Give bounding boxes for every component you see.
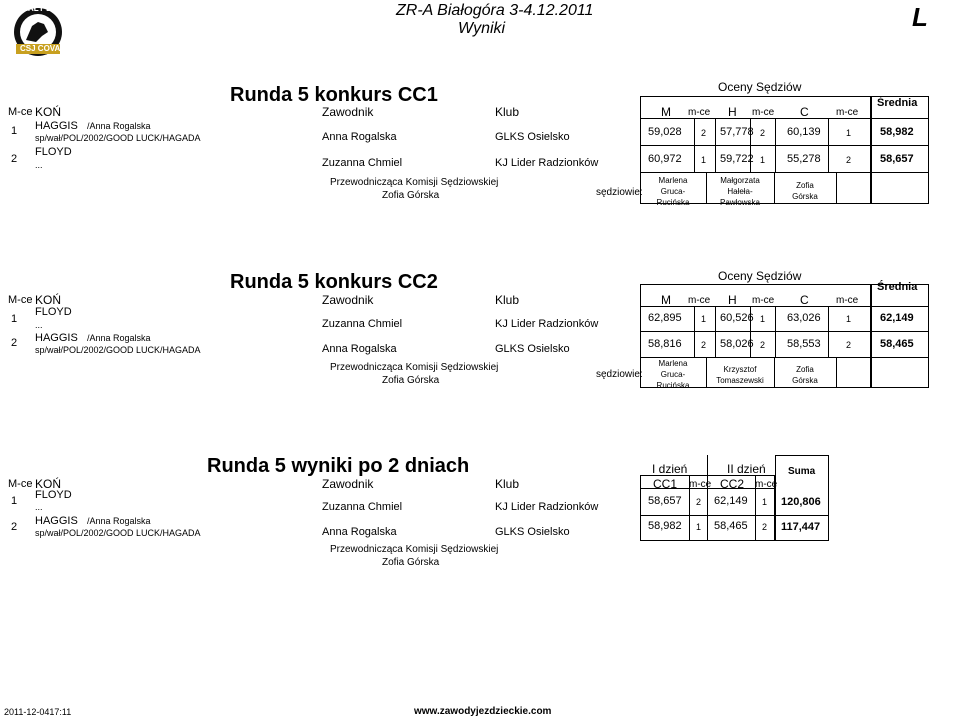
cc2-col-m-place: m-ce	[688, 295, 711, 306]
table-row-place: 1	[11, 313, 18, 325]
place-m: 1	[701, 314, 707, 324]
place-h: 1	[760, 155, 766, 165]
chair-label: Przewodnicząca Komisji Sędziowskiej	[330, 177, 499, 188]
summary-col-kon: KOŃ	[35, 477, 62, 491]
cc1-col-klub: Klub	[495, 105, 520, 119]
rider-name: Zuzanna Chmiel	[322, 157, 403, 169]
summary-col-cc2-place: m-ce	[755, 479, 778, 490]
place-c: 2	[846, 340, 852, 350]
place-m: 1	[701, 155, 707, 165]
cc1-col-m: M	[661, 105, 671, 119]
horse-details: ...	[35, 320, 43, 330]
judge-2: Krzysztof Tomaszewski	[716, 365, 764, 385]
page-subtitle: Wyniki	[458, 20, 506, 37]
score-c: 58,553	[787, 338, 821, 350]
judges-label: sędziowie:	[596, 187, 643, 198]
cc1-oceny-label: Oceny Sędziów	[718, 80, 802, 94]
cc1-col-h-place: m-ce	[752, 107, 775, 118]
cc2-oceny-label: Oceny Sędziów	[718, 269, 802, 283]
cc2-col-kon: KOŃ	[35, 293, 62, 307]
place-cc2: 2	[762, 522, 768, 532]
sum-score: 120,806	[781, 496, 821, 508]
judge-1: Marlena Gruca- Rucińska	[656, 359, 690, 390]
rider-name: Anna Rogalska	[322, 526, 397, 538]
score-cc1: 58,982	[648, 520, 682, 532]
summary-col-zawodnik: Zawodnik	[322, 477, 374, 491]
score-m: 58,816	[648, 338, 682, 350]
cc1-col-c: C	[800, 105, 809, 119]
class-letter: L	[912, 2, 928, 32]
cc2-col-c: C	[800, 293, 809, 307]
score-h: 58,026	[720, 338, 754, 350]
rider-name: Zuzanna Chmiel	[322, 501, 403, 513]
table-row-place: 2	[11, 153, 18, 165]
cc2-srednia-label: Średnia	[877, 281, 918, 293]
horse-details: sp/wał/POL/2002/GOOD LUCK/HAGADA	[35, 528, 201, 538]
cc2-col-klub: Klub	[495, 293, 520, 307]
place-m: 2	[701, 340, 707, 350]
chair-label: Przewodnicząca Komisji Sędziowskiej	[330, 544, 499, 555]
cc2-col-c-place: m-ce	[836, 295, 859, 306]
cc1-col-m-place: m-ce	[688, 107, 711, 118]
summary-col-cc1-place: m-ce	[689, 479, 712, 490]
place-h: 2	[760, 340, 766, 350]
cc1-col-kon: KOŃ	[35, 105, 62, 119]
event-title: ZR-A Białogóra 3-4.12.2011	[396, 2, 594, 19]
cc1-title: Runda 5 konkurs CC1	[230, 84, 438, 106]
cc2-avg-box	[871, 284, 929, 388]
sum-label: Suma	[788, 466, 816, 477]
average-score: 58,982	[880, 126, 914, 138]
average-score: 62,149	[880, 312, 914, 324]
cc1-srednia-label: Średnia	[877, 97, 918, 109]
score-c: 60,139	[787, 126, 821, 138]
score-m: 59,028	[648, 126, 682, 138]
judge-3: Zofia Górska	[792, 365, 818, 385]
chair-name: Zofia Górska	[382, 190, 440, 201]
summary-col-mce: M-ce	[8, 478, 33, 490]
logo-text: BIAŁY BÓR	[20, 4, 64, 13]
table-row-place: 2	[11, 521, 18, 533]
cc1-avg-box	[871, 96, 929, 204]
table-row-place: 1	[11, 495, 18, 507]
score-cc1: 58,657	[648, 495, 682, 507]
score-h: 60,526	[720, 312, 754, 324]
cc1-col-zawodnik: Zawodnik	[322, 105, 374, 119]
club-name: GLKS Osielsko	[495, 131, 570, 143]
club-name: KJ Lider Radzionków	[495, 501, 599, 513]
cc2-col-m: M	[661, 293, 671, 307]
average-score: 58,465	[880, 338, 914, 350]
place-cc1: 2	[696, 497, 702, 507]
score-c: 55,278	[787, 153, 821, 165]
place-m: 2	[701, 128, 707, 138]
place-c: 1	[846, 314, 852, 324]
footer-website: www.zawodyjezdzieckie.com	[414, 706, 552, 717]
horse-name: HAGGIS /Anna Rogalska	[35, 332, 151, 344]
horse-details: ...	[35, 160, 43, 170]
place-cc2: 1	[762, 497, 768, 507]
horse-name: FLOYD	[35, 489, 72, 501]
score-h: 59,722	[720, 153, 754, 165]
cc1-col-mce: M-ce	[8, 106, 33, 118]
day1-label: I dzień	[652, 462, 688, 476]
summary-col-cc1: CC1	[653, 477, 678, 491]
cc2-title: Runda 5 konkurs CC2	[230, 271, 438, 293]
score-m: 62,895	[648, 312, 682, 324]
judge-2: Małgorzata Hałeła- Pawłowska	[719, 176, 760, 207]
cc2-col-h: H	[728, 293, 737, 307]
cc1-col-h: H	[728, 105, 737, 119]
club-name: GLKS Osielsko	[495, 526, 570, 538]
rider-name: Zuzanna Chmiel	[322, 318, 403, 330]
chair-name: Zofia Górska	[382, 375, 440, 386]
rider-name: Anna Rogalska	[322, 131, 397, 143]
horse-name: FLOYD	[35, 146, 72, 158]
place-h: 2	[760, 128, 766, 138]
summary-col-klub: Klub	[495, 477, 520, 491]
place-c: 1	[846, 128, 852, 138]
summary-title: Runda 5 wyniki po 2 dniach	[207, 455, 470, 477]
table-row-place: 1	[11, 125, 18, 137]
score-cc2: 58,465	[714, 520, 748, 532]
average-score: 58,657	[880, 153, 914, 165]
cc2-col-mce: M-ce	[8, 294, 33, 306]
chair-label: Przewodnicząca Komisji Sędziowskiej	[330, 362, 499, 373]
score-h: 57,778	[720, 126, 754, 138]
footer-timestamp: 2011-12-0417:11	[4, 707, 72, 717]
horse-name: FLOYD	[35, 306, 72, 318]
place-c: 2	[846, 155, 852, 165]
score-cc2: 62,149	[714, 495, 748, 507]
chair-name: Zofia Górska	[382, 557, 440, 568]
sum-score: 117,447	[781, 521, 821, 533]
score-c: 63,026	[787, 312, 821, 324]
score-m: 60,972	[648, 153, 682, 165]
table-row-place: 2	[11, 337, 18, 349]
horse-name: HAGGIS /Anna Rogalska	[35, 120, 151, 132]
club-name: KJ Lider Radzionków	[495, 318, 599, 330]
horse-details: sp/wał/POL/2002/GOOD LUCK/HAGADA	[35, 345, 201, 355]
place-h: 1	[760, 314, 766, 324]
place-cc1: 1	[696, 522, 702, 532]
rider-name: Anna Rogalska	[322, 343, 397, 355]
logo	[6, 2, 70, 58]
horse-name: HAGGIS /Anna Rogalska	[35, 515, 151, 527]
judge-3: Zofia Górska	[792, 181, 818, 201]
logo-subtext: CSJ COVAC	[20, 44, 67, 53]
horse-details: ...	[35, 502, 43, 512]
cc1-col-c-place: m-ce	[836, 107, 859, 118]
horse-details: sp/wał/POL/2002/GOOD LUCK/HAGADA	[35, 133, 201, 143]
judge-1: Marlena Gruca- Rucińska	[656, 176, 690, 207]
cc2-col-zawodnik: Zawodnik	[322, 293, 374, 307]
club-name: GLKS Osielsko	[495, 343, 570, 355]
summary-col-cc2: CC2	[720, 477, 745, 491]
cc2-col-h-place: m-ce	[752, 295, 775, 306]
judges-label: sędziowie:	[596, 369, 643, 380]
club-name: KJ Lider Radzionków	[495, 157, 599, 169]
day2-label: II dzień	[727, 462, 766, 476]
